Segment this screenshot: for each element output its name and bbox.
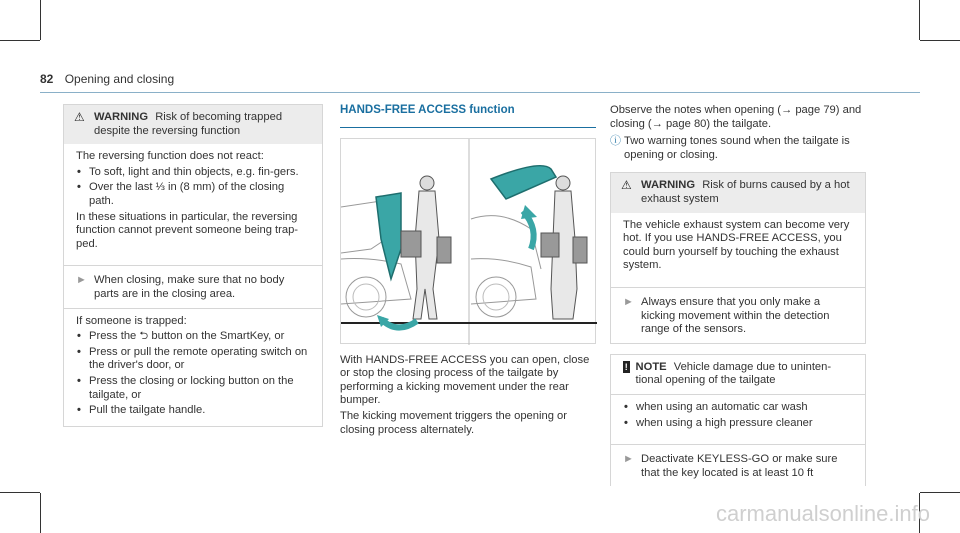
warning-header <box>64 105 322 144</box>
trapped-text: If someone is trapped: <box>76 314 187 327</box>
list-item: • Pull the tailgate handle. <box>77 404 206 417</box>
warning-text: Risk of burns caused by a hot exhaust system <box>641 179 850 205</box>
list-item: • Press the ⮌ button on the SmartKey, or <box>77 330 285 343</box>
warning-trapped-box <box>63 104 323 427</box>
section-heading: HANDS-FREE ACCESS function <box>340 104 596 128</box>
hands-free-illustration <box>340 138 596 344</box>
page-header <box>40 72 174 86</box>
paragraph: With HANDS-FREE ACCESS you can open, close or stop the closing process of the tailgate by performing a kicking movement under the rear bumper. <box>340 353 590 407</box>
header-divider <box>40 92 920 93</box>
list-item: • when using a high pressure cleaner <box>624 416 813 429</box>
list-item: • Press or pull the remote operating switch on the driver's door, or <box>77 345 308 372</box>
crop-mark <box>920 492 960 493</box>
list-item: • Press the closing or locking button on the tailgate, or <box>77 374 294 401</box>
crop-mark <box>920 40 960 41</box>
arrow-right-icon: ► <box>623 453 634 466</box>
intro-text: The reversing function does not react: <box>76 150 264 163</box>
paragraph: The vehicle exhaust system can become very hot. If you use HANDS-FREE ACCESS, you could burn yourself by touching the exhaust system. <box>623 218 850 272</box>
crop-mark <box>40 0 41 40</box>
illustration-svg <box>341 139 597 345</box>
crop-mark <box>0 40 40 41</box>
warning-label: WARNING <box>94 111 149 123</box>
warning-triangle-icon: ⚠ <box>74 110 85 124</box>
info-icon: ⓘ <box>610 135 621 148</box>
paragraph: The kicking movement triggers the opening or closing process alternately. <box>340 409 567 436</box>
hands-free-section <box>340 104 596 439</box>
paragraph: Observe the notes when opening (→ page 79) and closing (→ page 80) the tailgate. <box>610 104 862 130</box>
instruction-step: ► When closing, make sure that no body parts are in the closing area. <box>64 265 322 308</box>
watermark: carmanualsonline.info <box>715 501 930 526</box>
notice-box <box>610 354 866 487</box>
instruction-step: ► Always ensure that you only make a kicking movement within the detection range of the sensors. <box>611 287 865 343</box>
paragraph: In these situations in particular, the reversing function cannot prevent someone being trap-ped. <box>76 210 299 250</box>
section-title: Opening and closing <box>64 72 175 86</box>
notice-label: NOTE <box>635 360 667 373</box>
warning-text: Risk of becoming trapped despite the reversing function <box>94 111 283 137</box>
crop-mark <box>919 0 920 40</box>
warning-triangle-icon: ⚠ <box>621 178 632 193</box>
warning-burns-box <box>610 172 866 343</box>
info-note: ⓘ Two warning tones sound when the tailgate is opening or closing. <box>610 135 850 161</box>
warning-header <box>611 173 865 212</box>
list-item: • Over the last ⅓ in (8 mm) of the closing path. <box>77 181 285 207</box>
arrow-right-icon: ► <box>623 295 634 308</box>
warning-label: WARNING <box>641 179 696 192</box>
arrow-right-icon: ► <box>76 274 87 287</box>
crop-mark <box>40 493 41 533</box>
list-item: • To soft, light and thin objects, e.g. fin-gers. <box>77 165 299 178</box>
notice-text: Vehicle damage due to uninten-tional opening of the tailgate <box>635 360 832 387</box>
instruction-step: ► Deactivate KEYLESS-GO or make sure that the key located is at least 10 ft <box>611 444 865 486</box>
exclamation-icon: ! <box>624 361 628 372</box>
crop-mark <box>0 492 40 493</box>
notes-column <box>610 104 866 496</box>
list-item: • when using an automatic car wash <box>624 400 808 413</box>
page-number: 82 <box>40 72 54 86</box>
